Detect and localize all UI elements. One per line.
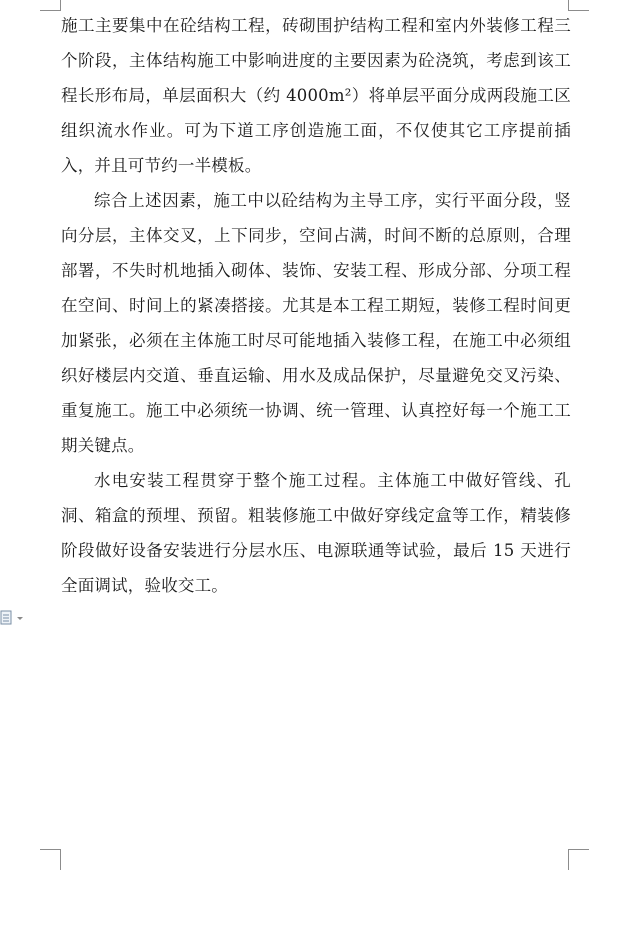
crop-mark-bottom-left (40, 849, 61, 870)
document-body (61, 8, 571, 603)
paragraph-2: 综合上述因素，施工中以砼结构为主导工序，实行平面分段，竖向分层，主体交叉，上下同步，空间占满，时间不断的总原则，合理部署，不失时机地插入砌体、装饰、安装工程、形成分部、分项工程在空间、时间上的紧凑搭接。尤其是本工程工期短，装修工程时间更加紧张，必须在主体施工时尽可能地插入装修工程，在施工中必须组织好楼层内交道、垂直运输、用水及成品保护，尽量避免交叉污染、重复施工。施工中必须统一协调、统一管理、认真控好每一个施工工期关键点。 (61, 191, 571, 455)
paragraph-3: 水电安装工程贯穿于整个施工过程。主体施工中做好管线、孔洞、箱盒的预埋、预留。粗装修施工中做好穿线定盒等工作，精装修阶段做好设备安装进行分层水压、电源联通等试验，最后 15 天进行全面调试，验收交工。 (61, 471, 571, 595)
crop-mark-bottom-right (568, 849, 589, 870)
crop-mark-top-left (40, 0, 61, 11)
paste-options-icon[interactable] (0, 610, 26, 626)
paragraph-1: 施工主要集中在砼结构工程，砖砌围护结构工程和室内外装修工程三个阶段，主体结构施工中影响进度的主要因素为砼浇筑，考虑到该工程长形布局，单层面积大（约 4000m²）将单层平面分成两段施工区组织流水作业。可为下道工序创造施工面，不仅使其它工序提前插入，并且可节约一半模板。 (61, 16, 571, 175)
crop-mark-top-right (568, 0, 589, 11)
